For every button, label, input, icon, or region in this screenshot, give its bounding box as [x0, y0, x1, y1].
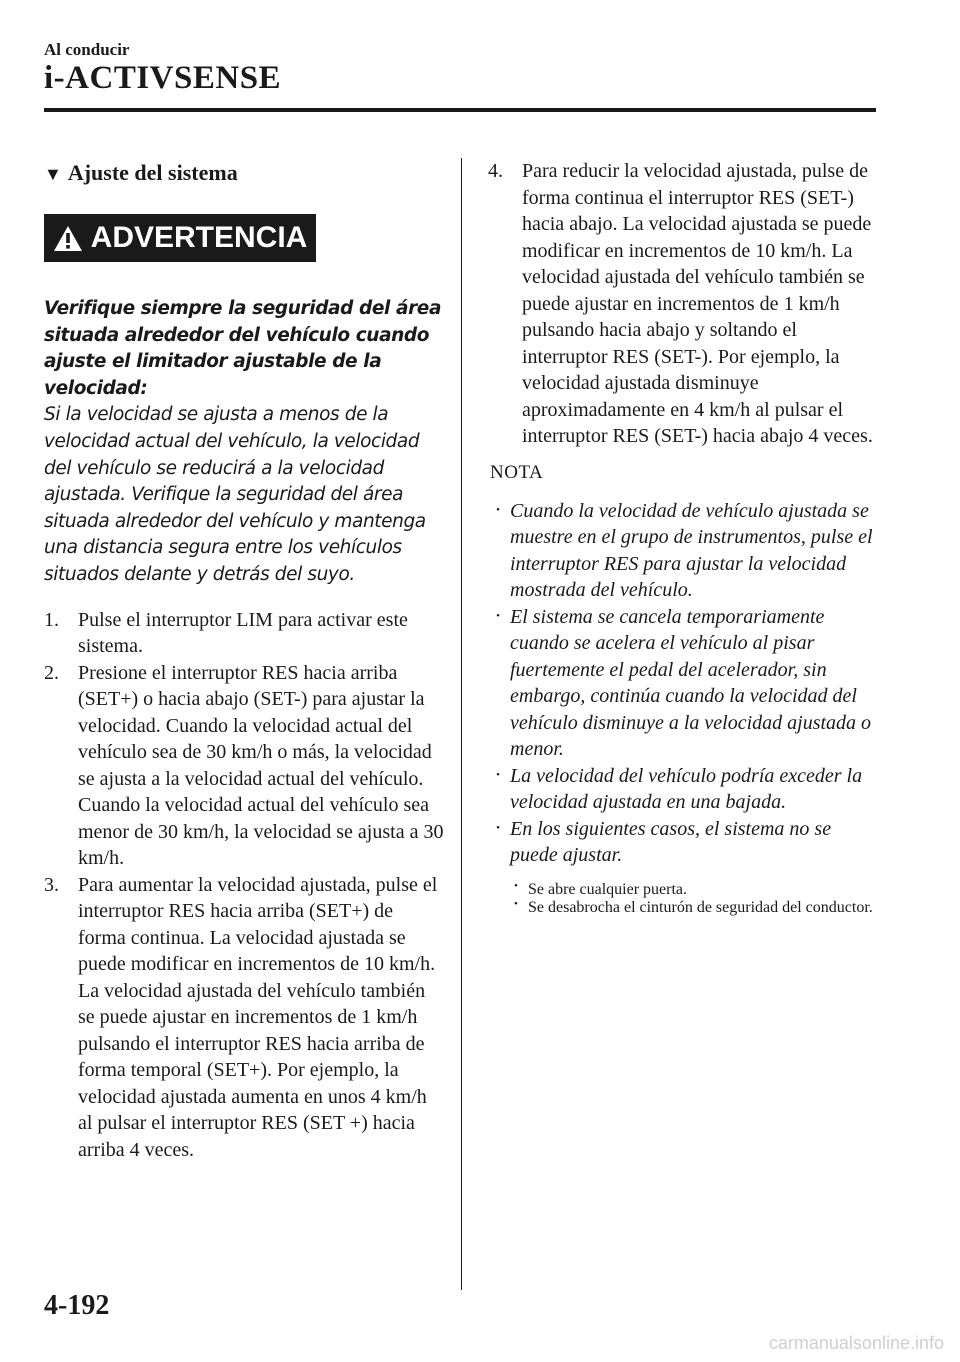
page-number: 4-192 [44, 1290, 110, 1321]
steps-list-right [488, 158, 880, 450]
warning-label: ADVERTENCIA [90, 221, 308, 254]
column-divider [461, 158, 462, 1290]
nota-label: NOTA [490, 461, 544, 483]
list-item [44, 872, 444, 1164]
notes-list [488, 498, 880, 869]
step-number: 2. [44, 661, 59, 684]
warning-banner [44, 214, 316, 262]
header-rule [44, 108, 876, 112]
step-text: Para aumentar la velocidad ajustada, pulse el interruptor RES hacia arriba (SET+) de forma continua. La velocidad ajustada se puede modificar en incrementos de 10 km/h. La velocidad ajustada del vehículo también se puede ajustar en incrementos de 1 km/h pulsando el interruptor RES hacia arriba de forma temporal (SET+). Por ejemplo, la velocidad ajustada aumenta en unos 4 km/h al pulsar el interruptor RES (SET +) hacia arriba 4 veces. [78, 873, 438, 1161]
step-number: 3. [44, 873, 59, 896]
warning-icon [53, 225, 83, 252]
note-item: • El sistema se cancela temporariamente cuando se acelera el vehículo al pisar fuertemente el pedal del acelerador, sin embargo, continúa cuando la velocidad del vehículo disminuye a la velocidad ajustada o menor. [488, 604, 880, 763]
subnote-item: • Se abre cualquier puerta. [488, 881, 880, 899]
note-item: • En los siguientes casos, el sistema no se puede ajustar. [488, 816, 880, 869]
warning-lead: Verifique siempre la seguridad del área situada alrededor del vehículo cuando ajuste el limitador ajustable de la velocidad: [44, 298, 442, 399]
running-head: Al conducir [44, 40, 130, 59]
list-item [44, 607, 444, 660]
step-number: 4. [488, 160, 503, 182]
watermark: carmanualsonline.info [768, 1333, 944, 1353]
warning-body: Si la velocidad se ajusta a menos de la velocidad actual del vehículo, la velocidad del vehículo se reducirá a la velocidad ajustada. Verifique la seguridad del área situada alrededor del vehículo y mantenga una distancia segura entre los vehículos situados delante y detrás del suyo. [44, 404, 426, 585]
warning-text [44, 296, 444, 589]
left-column [44, 158, 444, 1163]
step-text: Presione el interruptor RES hacia arriba (SET+) o hacia abajo (SET-) para ajustar la velocidad. Cuando la velocidad actual del vehículo sea de 30 km/h o más, la velocidad se ajusta a la velocidad actual del vehículo. Cuando la velocidad actual del vehículo sea menor de 30 km/h, la velocidad se ajusta a 30 km/h. [78, 661, 444, 870]
subheading [44, 160, 444, 192]
note-item: • Cuando la velocidad de vehículo ajustada se muestre en el grupo de instrumentos, pulse el interruptor RES para ajustar la velocidad mostrada del vehículo. [488, 498, 880, 604]
subnote-item: • Se desabrocha el cinturón de seguridad del conductor. [488, 899, 880, 917]
step-number: 1. [44, 608, 59, 631]
step-text: Para reducir la velocidad ajustada, pulse de forma continua el interruptor RES (SET-) hacia abajo. La velocidad ajustada se puede modificar en incrementos de 10 km/h. La velocidad ajustada del vehículo también se puede ajustar en incrementos de 1 km/h pulsando hacia abajo y soltando el interruptor RES (SET-). Por ejemplo, la velocidad ajustada disminuye aproximadamente en 4 km/h al pulsar el interruptor RES (SET-) hacia abajo 4 veces. [522, 160, 873, 447]
step-text: Pulse el interruptor LIM para activar este sistema. [78, 608, 408, 658]
right-column [488, 158, 880, 917]
subheading-text: Ajuste del sistema [67, 160, 238, 185]
triangle-down-icon: ▼ [44, 164, 62, 184]
section-title: i-ACTIVSENSE [44, 60, 282, 96]
subnotes-list [488, 881, 880, 917]
list-item [488, 158, 880, 450]
steps-list-left [44, 607, 444, 1164]
list-item [44, 660, 444, 872]
note-item: • La velocidad del vehículo podría exceder la velocidad ajustada en una bajada. [488, 763, 880, 816]
